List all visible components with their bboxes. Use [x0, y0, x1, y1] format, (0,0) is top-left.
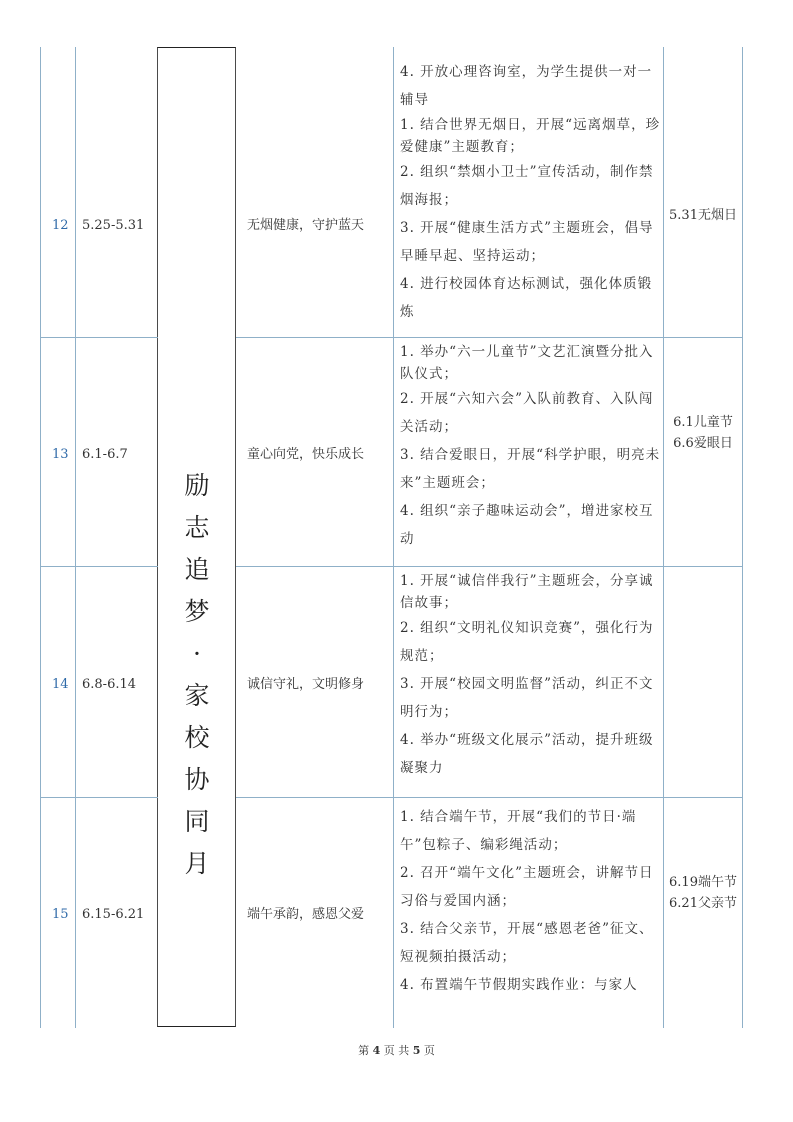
theme-char: 月	[184, 849, 210, 878]
row-date: 5.25-5.31	[82, 218, 145, 233]
row-divider	[236, 566, 743, 567]
row-divider	[40, 566, 158, 567]
row-topic: 诚信守礼，文明修身	[247, 677, 365, 692]
theme-title	[158, 465, 236, 885]
activity-item: 1. 结合世界无烟日，开展“远离烟草，珍爱健康”主题教育；	[400, 117, 661, 155]
theme-char: 协	[184, 765, 210, 794]
theme-char: 励	[184, 471, 210, 500]
table-divider	[663, 47, 664, 1028]
row-activities	[400, 341, 662, 553]
activity-item: 3. 开展“健康生活方式”主题班会，倡导早睡早起、坚持运动；	[400, 220, 654, 264]
activity-item: 4. 进行校园体育达标测试，强化体质锻炼	[400, 276, 653, 320]
table-border-left	[40, 47, 41, 1028]
row-topic: 端午承韵，感恩父爱	[247, 907, 365, 922]
row-topic: 无烟健康，守护蓝天	[247, 218, 365, 233]
activity-item: 2. 召开“端午文化”主题班会，讲解节日习俗与爱国内涵；	[400, 865, 654, 909]
footer-page-number: 4	[372, 1044, 381, 1057]
theme-char: 家	[184, 681, 210, 710]
row-note: 5.31无烟日	[669, 208, 737, 223]
row-activities	[400, 570, 662, 782]
row-number: 14	[52, 677, 69, 692]
activity-item: 3. 开展“校园文明监督”活动，纠正不文明行为；	[400, 676, 654, 720]
theme-char: ·	[193, 639, 201, 668]
table-divider	[75, 47, 76, 1028]
theme-char: 梦	[184, 597, 210, 626]
activity-item: 2. 组织“文明礼仪知识竞赛”，强化行为规范；	[400, 620, 654, 664]
row-topic: 童心向党，快乐成长	[247, 447, 365, 462]
row-note: 6.19端午节 6.21父亲节	[669, 875, 737, 911]
footer-suffix: 页	[423, 1044, 435, 1057]
page-footer	[0, 1042, 793, 1058]
activity-item: 4. 布置端午节假期实践作业：与家人	[400, 977, 638, 993]
row-date: 6.1-6.7	[82, 447, 128, 462]
activity-item: 4. 组织“亲子趣味运动会”，增进家校互动	[400, 503, 654, 547]
footer-middle: 页 共	[383, 1044, 410, 1057]
activity-item: 1. 举办“六一儿童节”文艺汇演暨分批入队仪式；	[400, 344, 654, 382]
theme-char: 追	[184, 555, 210, 584]
activity-item: 2. 开展“六知六会”入队前教育、入队闯关活动；	[400, 391, 654, 435]
table-divider	[393, 47, 394, 1028]
row-divider	[236, 337, 743, 338]
activity-item: 4. 举办“班级文化展示”活动，提升班级凝聚力	[400, 732, 654, 776]
row-number: 15	[52, 907, 69, 922]
row-activities	[400, 58, 662, 326]
table-border-right	[742, 47, 743, 1028]
activity-item: 3. 结合父亲节，开展“感恩老爸”征文、短视频拍摄活动；	[400, 921, 654, 965]
theme-char: 校	[184, 723, 210, 752]
activity-item: 3. 结合爱眼日，开展“科学护眼，明亮未来”主题班会；	[400, 447, 661, 491]
activity-item: 1. 结合端午节，开展“我们的节日·端午”包粽子、编彩绳活动；	[400, 809, 637, 853]
row-divider	[236, 797, 743, 798]
row-divider	[40, 337, 158, 338]
theme-char: 志	[184, 513, 210, 542]
row-date: 6.8-6.14	[82, 677, 137, 692]
row-number: 13	[52, 447, 69, 462]
activity-item: 2. 组织“禁烟小卫士”宣传活动，制作禁烟海报；	[400, 164, 654, 208]
activity-item: 1. 开展“诚信伴我行”主题班会，分享诚信故事；	[400, 573, 654, 611]
activity-item: 4. 开放心理咨询室，为学生提供一对一辅导	[400, 64, 653, 108]
footer-total-pages: 5	[412, 1044, 421, 1057]
row-divider	[40, 797, 158, 798]
theme-char: 同	[184, 807, 210, 836]
row-date: 6.15-6.21	[82, 907, 145, 922]
footer-prefix: 第	[358, 1044, 370, 1057]
row-note: 6.1儿童节 6.6爱眼日	[673, 415, 733, 451]
row-number: 12	[52, 218, 69, 233]
row-activities	[400, 803, 662, 999]
